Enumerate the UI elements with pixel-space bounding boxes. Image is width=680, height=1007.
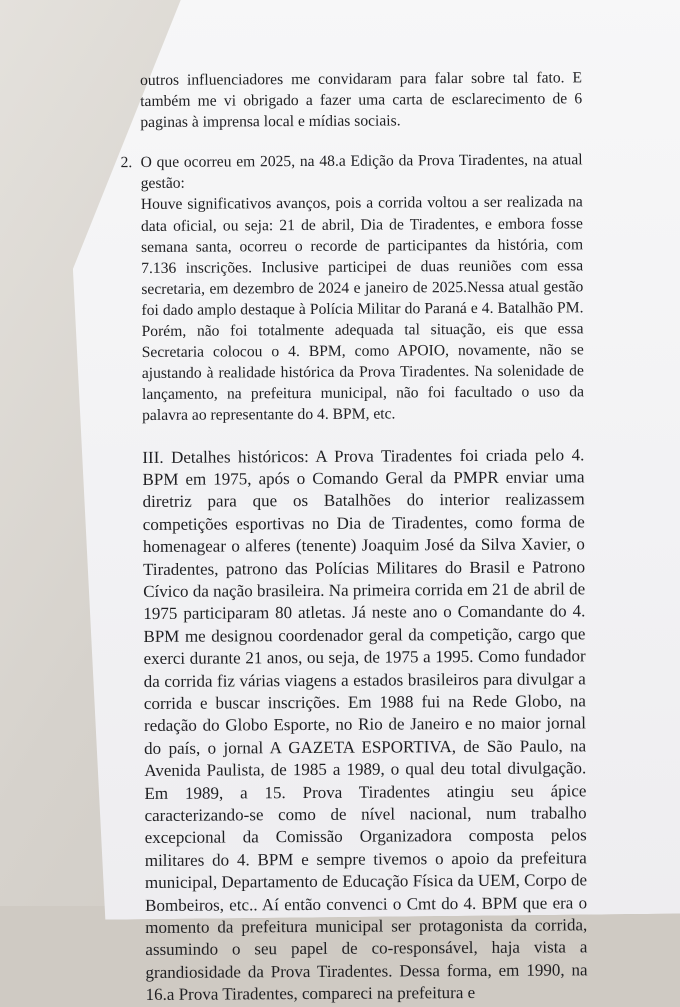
document-text [120, 67, 588, 1006]
item2-heading: O que ocorreu em 2025, na 48.a Edição da Prova Tiradentes, na atual gestão: [140, 151, 583, 193]
intro-paragraph: outros influenciadores me convidaram para falar sobre tal fato. E também me vi obrigado a fazer uma carta de esclarecimento de 6 paginas à imprensa local e mídias sociais. [140, 69, 583, 132]
list-number: 2. [120, 154, 133, 172]
item2-body: Houve significativos avanços, pois a corrida voltou a ser realizada na data oficial, ou seja: 21 de abril, Dia de Tiradentes, e embora fosse semana santa, ocorreu o recorde de participantes da história, com 7.136 inscrições. Inclusive participei de duas reuniões com essa secretaria, em dezembro de 2024 e janeiro de 2025.Nessa atual gestão foi dado amplo destaque à Polícia Militar do Paraná e 4. Batalhão PM. Porém, não foi totalmente adequada tal situação, eis que essa Secretaria colocou o 4. BPM, como APOIO, novamente, não se ajustando à realidade histórica da Prova Tiradentes. Na solenidade de lançamento, na prefeitura municipal, não foi facultado o uso da palavra ao representante do 4. BPM, etc. [140, 193, 585, 425]
section-3-historical-details: III. Detalhes históricos: A Prova Tiradentes foi criada pelo 4. BPM em 1975, após o Comando Geral da PMPR enviar uma diretriz para que os Batalhões do interior realizassem competições esportivas no Dia de Tiradentes, como forma de homenagear o alferes (tenente) Joaquim José da Silva Xavier, o Tiradentes, patrono das Polícias Militares do Brasil e Patrono Cívico da nação brasileira. Na primeira corrida em 21 de abril de 1975 participaram 80 atletas. Já neste ano o Comandante do 4. BPM me designou coordenador geral da competição, cargo que exerci durante 21 anos, ou seja, de 1975 a 1995. Como fundador da corrida fiz várias viagens a estados brasileiros para divulgar a corrida e buscar inscrições. Em 1988 fui na Rede Globo, na redação do Globo Esporte, no Rio de Janeiro e no maior jornal do país, o jornal A GAZETA ESPORTIVA, de São Paulo, na Avenida Paulista, de 1985 a 1989, o qual deu total divulgação. Em 1989, a 15. Prova Tiradentes atingiu seu ápice caracterizando-se como de nível nacional, num trabalho excepcional da Comissão Organizadora composta pelos militares do 4. BPM e sempre tivemos o apoio da prefeitura municipal, Departamento de Educação Física da UEM, Corpo de Bombeiros, etc.. Aí então convenci o Cmt do 4. BPM que era o momento da prefeitura municipal ser protagonista da corrida, assumindo o seu papel de co-responsável, haja vista a grandiosidade da Prova Tiradentes. Dessa forma, em 1990, na 16.a Prova Tiradentes, compareci na prefeitura e [142, 444, 588, 1005]
list-item-2 [120, 150, 585, 427]
